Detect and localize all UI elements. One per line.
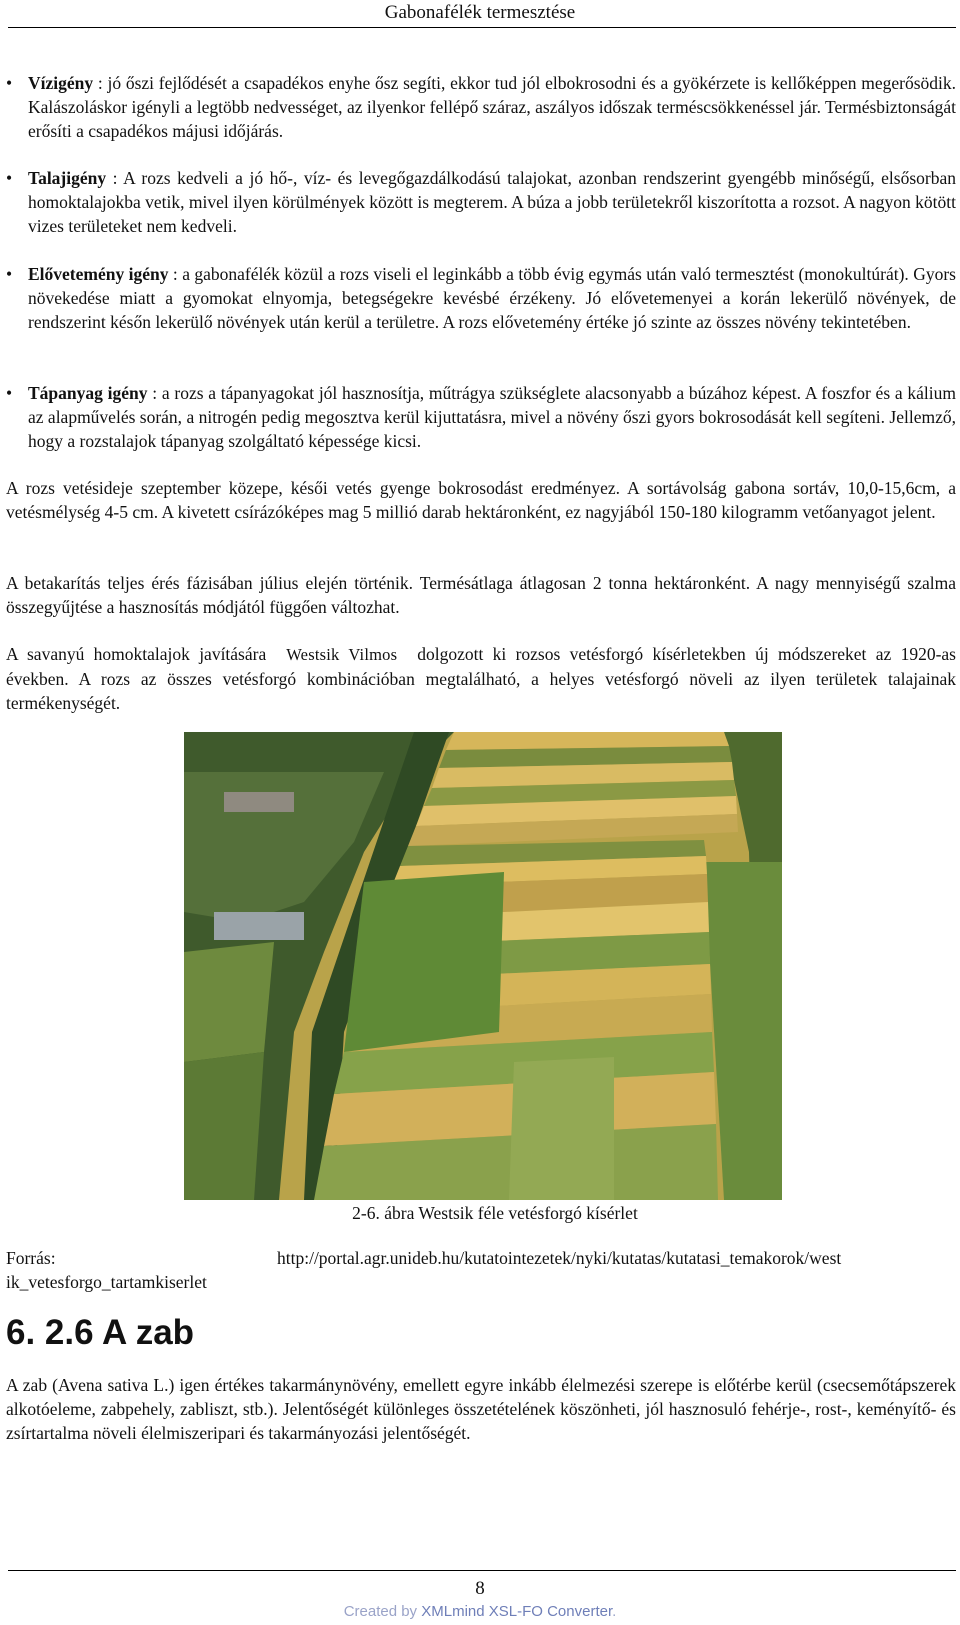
bullet-text: : jó őszi fejlődését a csapadékos enyhe ősz segíti, ekkor tud jól elbokrosodni és a gyökérzete is kellőképpen megerősödik. Kalászoláskor igényli a legtöbb nedvességet, az ilyenkor fellépő száraz, aszályos időszak terméscsökkenéssel jár. Termésbiztonságát erősíti a csapadékos májusi időjárás. — [28, 73, 956, 141]
paragraph-text: A savanyú homoktalajok javítására — [6, 644, 267, 664]
footer-divider — [8, 1570, 956, 1571]
watermark-prefix: Created by — [343, 1603, 418, 1620]
person-name: Westsik Vilmos — [286, 645, 398, 664]
bullet-icon: • — [6, 168, 13, 188]
bullet-text: : a gabonafélék közül a rozs viseli el leginkább a több évig egymás után való termesztést (monokultúrát). Gyors növekedése miatt a gyomokat elnyomja, betegségekre kevésbé érzékeny. Jó elővetemenyei a korán lekerülő növények, de rendszerint későn lekerülő növények után kerül a területre. A rozs elővetemény értéke jó szinte az összes növény tekintetében. — [28, 264, 956, 332]
bullet-water-requirement — [6, 71, 956, 143]
watermark-brand: XMLmind XSL-FO Converter — [421, 1603, 613, 1620]
bullet-term: Elővetemény igény — [28, 264, 169, 284]
source-link[interactable]: http://portal.agr.unideb.hu/kutatointezetek/nyki/kutatas/kutatasi_temakorok/west — [277, 1248, 842, 1268]
bullet-icon: • — [6, 264, 13, 284]
watermark-suffix: . — [612, 1603, 617, 1620]
bullet-previous-crop — [6, 262, 956, 334]
section-heading: 6. 2.6 A zab — [6, 1313, 195, 1352]
farm-building — [214, 912, 304, 940]
paragraph-westsik — [6, 642, 956, 715]
bullet-term: Tápanyag igény — [28, 383, 148, 403]
header-divider — [8, 27, 956, 28]
bullet-icon: • — [6, 383, 13, 403]
bullet-term: Vízigény — [28, 73, 94, 93]
aerial-field-photo — [184, 732, 782, 1200]
paragraph-text: dolgozott ki rozsos vetésforgó kísérletekben új módszereket az 1920-as években. A rozs az összes vetésforgó kombinációban megtalálható, a helyes vetésforgó növeli az ilyen területek talajainak termékenységét. — [6, 644, 956, 713]
paragraph-sowing: A rozs vetésideje szeptember közepe, késői vetés gyenge bokrosodást eredményez. A sortávolság gabona sortáv, 10,0-15,6cm, a vetésmélység 4-5 cm. A kivetett csírázóképes mag 5 millió darab hektáronként, ez nagyjából 150-180 kilogramm vetőanyagot jelent. — [6, 478, 956, 522]
green-plot — [344, 872, 504, 1052]
bullet-text: : A rozs kedveli a jó hő-, víz- és levegőgazdálkodású talajokat, azonban rendszerint gyengébb minőségű, elsősorban homoktalajokba vetik, mivel ilyen körülmények között is megterem. A búza a jobb területekről kiszorította a rozsot. A nagyon kötött vizes területeket nem kedveli. — [28, 168, 956, 236]
paragraph-harvest: A betakarítás teljes érés fázisában július elején történik. Termésátlaga átlagosan 2 tonna hektáronként. A nagy mennyiségű szalma összegyűjtése a hasznosítás módjától függően változhat. — [6, 573, 956, 617]
source-label: Forrás: — [6, 1248, 56, 1268]
bullet-icon: • — [6, 73, 13, 93]
field-strips-illustration — [184, 732, 782, 1200]
paragraph-oat: A zab (Avena sativa L.) igen értékes takarmánynövény, emellett egyre inkább élelmezési szerepe is előtérbe kerül (csecsemőtápszerek alkotóeleme, zabpehely, zabliszt, stb.). Jelentőségét különleges összetételének köszönheti, jól hasznosuló fehérje-, rost-, keményítő- és zsírtartalma növeli élelmiszeripari és takarmányozási jelentőségét. — [6, 1375, 956, 1443]
source-link-continuation[interactable]: ik_vetesforgo_tartamkiserlet — [6, 1272, 207, 1292]
bullet-text: : a rozs a tápanyagokat jól hasznosítja, műtrágya szükséglete alacsonyabb a búzához képest. A foszfor és a kálium az alapművelés során, a nitrogén pedig megosztva kerül kijuttatásra, mivel a növény őszi gyors bokrosodását kell segíteni. Jellemző, hogy a rozstalajok tápanyag szolgáltató képessége kicsi. — [28, 383, 956, 451]
bullet-nutrient-requirement — [6, 381, 956, 453]
page-number: 8 — [475, 1578, 485, 1599]
converter-watermark — [0, 1602, 960, 1622]
bullet-soil-requirement — [6, 166, 956, 238]
figure-caption: 2-6. ábra Westsik féle vetésforgó kísérlet — [352, 1203, 638, 1223]
bullet-term: Talajigény — [28, 168, 107, 188]
running-header: Gabonafélék termesztése — [384, 2, 576, 23]
